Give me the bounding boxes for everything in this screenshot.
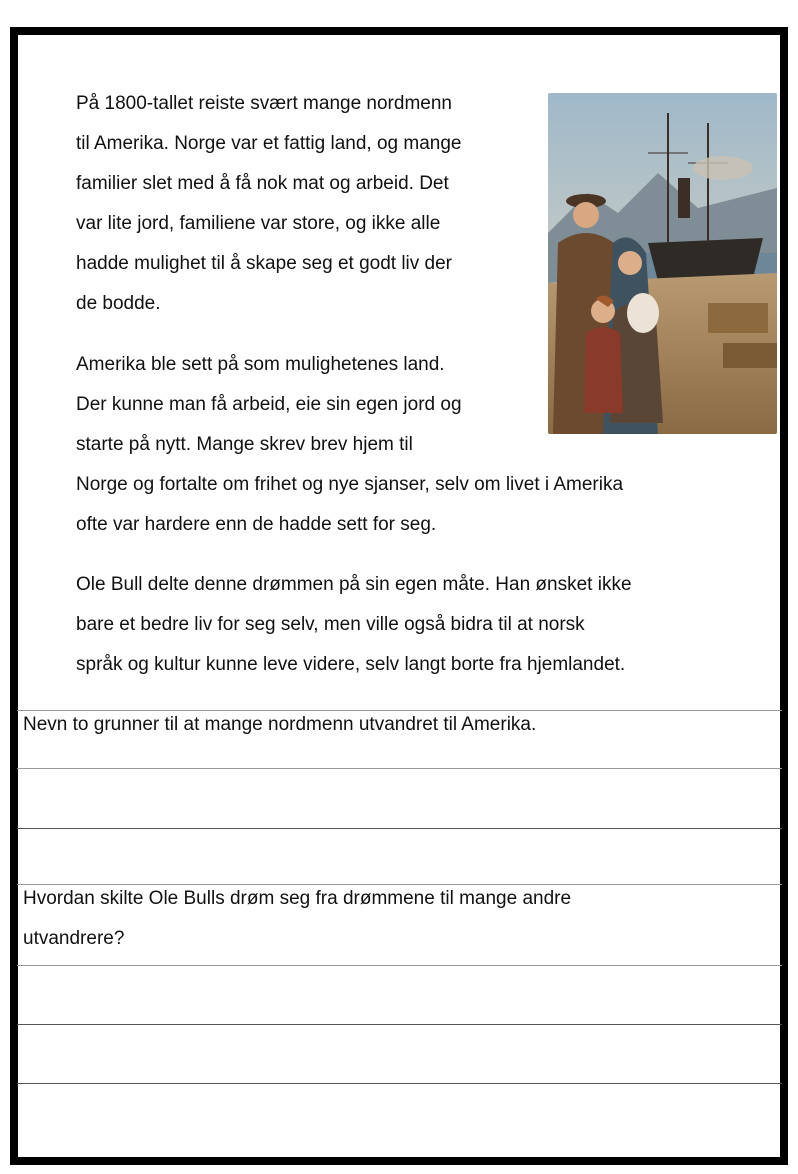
paragraph-1-line: de bodde. [76,293,161,314]
answer-line[interactable] [17,828,782,829]
answer-line[interactable] [17,1024,782,1025]
paragraph-1-line: På 1800-tallet reiste svært mange nordmenn [76,93,452,114]
paragraph-1-line: hadde mulighet til å skape seg et godt liv der [76,253,453,274]
answer-line[interactable] [17,965,782,966]
paragraph-3-line: språk og kultur kunne leve videre, selv langt borte fra hjemlandet. [76,654,626,675]
question-2: Hvordan skilte Ole Bulls drøm seg fra drømmene til mange andre [23,888,572,909]
paragraph-2-line: Amerika ble sett på som mulighetenes land. [76,354,445,375]
question-2-cont: utvandrere? [23,928,125,949]
question-1: Nevn to grunner til at mange nordmenn utvandret til Amerika. [23,714,537,735]
paragraph-2-line: ofte var hardere enn de hadde sett for seg. [76,514,437,535]
paragraph-1-line: familier slet med å få nok mat og arbeid. Det [76,173,449,194]
answer-line[interactable] [17,1083,782,1084]
paragraph-2-line: Der kunne man få arbeid, eie sin egen jord og [76,394,462,415]
emigrant-family-illustration [548,93,777,434]
paragraph-2-line: Norge og fortalte om frihet og nye sjanser, selv om livet i Amerika [76,474,624,495]
paragraph-1-line: var lite jord, familiene var store, og ikke alle [76,213,441,234]
paragraph-1-line: til Amerika. Norge var et fattig land, og mange [76,133,462,154]
paragraph-3-line: bare et bedre liv for seg selv, men ville også bidra til at norsk [76,614,585,635]
paragraph-3-line: Ole Bull delte denne drømmen på sin egen måte. Han ønsket ikke [76,574,632,595]
paragraph-2-line: starte på nytt. Mange skrev brev hjem til [76,434,413,455]
answer-line[interactable] [17,768,782,769]
